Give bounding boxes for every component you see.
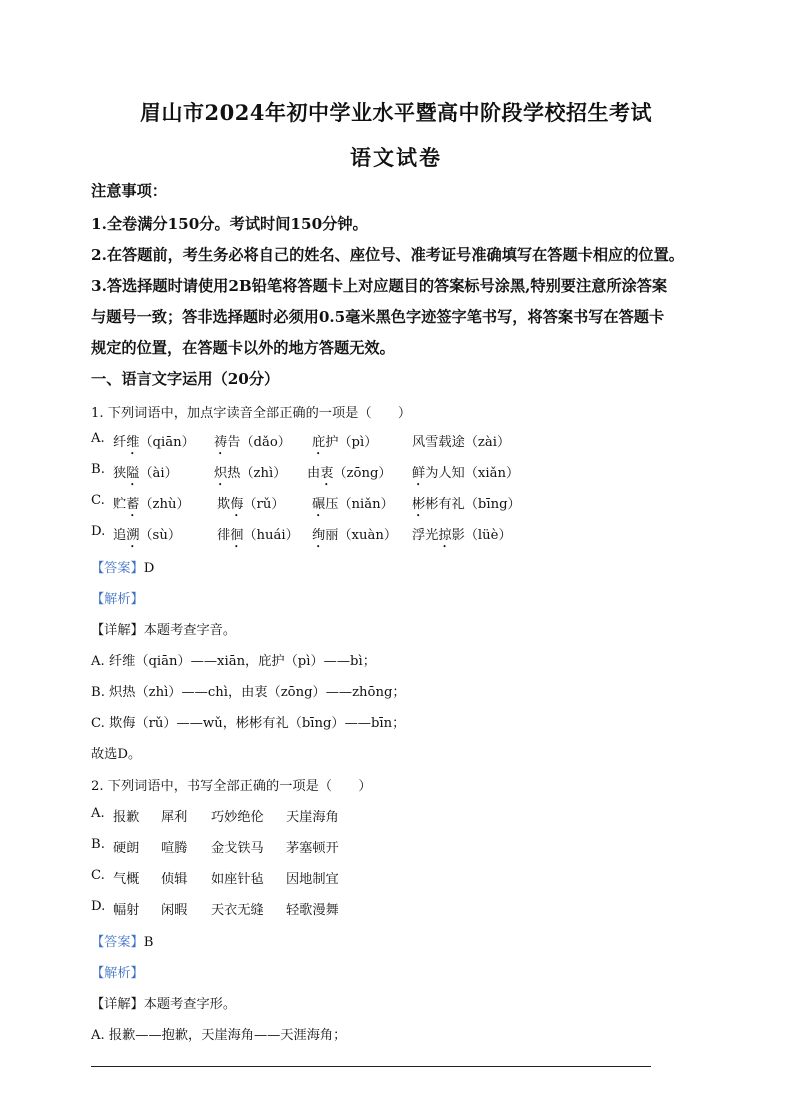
word-3: 金戈铁马 xyxy=(211,841,264,856)
word-4: 鲜为人知（xiǎn） xyxy=(412,466,520,481)
answer-value: D xyxy=(143,561,155,576)
q2-detail: 【详解】本题考查字形。 xyxy=(91,997,237,1012)
word-3: 天衣无缝 xyxy=(211,903,264,918)
word-1: 报歉 xyxy=(113,810,140,825)
notice-item-2: 2.在答题前，考生务必将自己的姓名、座位号、准考证号准确填写在答题卡相应的位置。 xyxy=(91,246,684,264)
notice-item-3-line-3: 规定的位置，在答题卡以外的地方答题无效。 xyxy=(91,339,395,357)
question-1-stem: 1. 下列词语中，加点字读音全部正确的一项是（ ） xyxy=(91,406,412,421)
word-1: 气概 xyxy=(113,872,140,887)
q2-analysis-tag: 【解析】 xyxy=(91,966,144,981)
word-2: 祷告（dǎo） xyxy=(214,435,291,450)
notice-item-1: 1.全卷满分150分。考试时间150分钟。 xyxy=(91,215,368,233)
word-3: 绚丽（xuàn） xyxy=(312,528,398,543)
word-1: 纤维（qiān） xyxy=(113,435,195,450)
option-label: C. xyxy=(91,493,105,508)
q2-answer xyxy=(91,931,153,950)
option-label: C. xyxy=(91,868,105,883)
q1-analysis-tag: 【解析】 xyxy=(91,592,144,607)
q1-explanation-a: A. 纤维（qiān）——xiān，庇护（pì）——bì； xyxy=(91,654,376,669)
q1-answer xyxy=(91,557,154,576)
notice-item-3-line-1: 3.答选择题时请使用2B铅笔将答题卡上对应题目的答案标号涂黑,特别要注意所涂答案 xyxy=(91,277,668,295)
word-3: 如座针毡 xyxy=(211,872,264,887)
notice-heading: 注意事项： xyxy=(91,182,167,200)
word-1: 贮蓄（zhù） xyxy=(113,497,190,512)
word-2: 喧腾 xyxy=(161,841,188,856)
answer-tag: 【答案】 xyxy=(91,935,144,950)
word-2: 欺侮（rǔ） xyxy=(217,497,285,512)
word-3: 巧妙绝伦 xyxy=(211,810,264,825)
word-2: 侦辑 xyxy=(161,872,188,887)
footer-rule xyxy=(91,1066,651,1067)
notice-item-3-line-2: 与题号一致；答非选择题时必须用0.5毫米黑色字迹签字笔书写，将答案书写在答题卡 xyxy=(91,308,665,326)
word-4: 浮光掠影（lüè） xyxy=(412,528,512,543)
word-4: 天崖海角 xyxy=(286,810,339,825)
q1-detail: 【详解】本题考查字音。 xyxy=(91,623,237,638)
word-1: 幅射 xyxy=(113,903,140,918)
word-4: 茅塞顿开 xyxy=(286,841,339,856)
word-1: 硬朗 xyxy=(113,841,140,856)
word-4: 风雪载途（zài） xyxy=(412,435,511,450)
option-label: A. xyxy=(91,431,105,446)
answer-tag: 【答案】 xyxy=(91,561,144,576)
exam-title: 眉山市2024年初中学业水平暨高中阶段学校招生考试 xyxy=(140,100,652,125)
q1-explanation-c: C. 欺侮（rǔ）——wǔ，彬彬有礼（bīng）——bīn； xyxy=(91,716,406,731)
word-1: 狭隘（ài） xyxy=(113,466,178,481)
word-4: 轻歌漫舞 xyxy=(286,903,339,918)
word-4: 彬彬有礼（bīng） xyxy=(412,497,521,512)
paper-subtitle: 语文试卷 xyxy=(350,145,442,170)
q1-conclusion: 故选D。 xyxy=(91,747,142,762)
word-2: 犀利 xyxy=(161,810,188,825)
q2-explanation-a: A. 报歉——抱歉，天崖海角——天涯海角； xyxy=(91,1028,347,1043)
option-label: B. xyxy=(91,462,105,477)
option-label: A. xyxy=(91,806,105,821)
word-3: 庇护（pì） xyxy=(312,435,378,450)
word-2: 闲暇 xyxy=(161,903,188,918)
option-label: D. xyxy=(91,899,106,914)
q1-explanation-b: B. 炽热（zhì）——chì，由衷（zōng）——zhōng； xyxy=(91,685,406,700)
word-3: 碾压（niǎn） xyxy=(312,497,394,512)
section-heading: 一、语言文字运用（20分） xyxy=(91,370,280,388)
word-4: 因地制宜 xyxy=(286,872,339,887)
word-1: 追溯（sù） xyxy=(113,528,182,543)
option-label: D. xyxy=(91,524,106,539)
word-2: 炽热（zhì） xyxy=(214,466,287,481)
word-3: 由衷（zōng） xyxy=(307,466,392,481)
answer-value: B xyxy=(143,935,154,950)
option-label: B. xyxy=(91,837,105,852)
word-2: 徘徊（huái） xyxy=(217,528,299,543)
question-2-stem: 2. 下列词语中，书写全部正确的一项是（ ） xyxy=(91,779,372,794)
